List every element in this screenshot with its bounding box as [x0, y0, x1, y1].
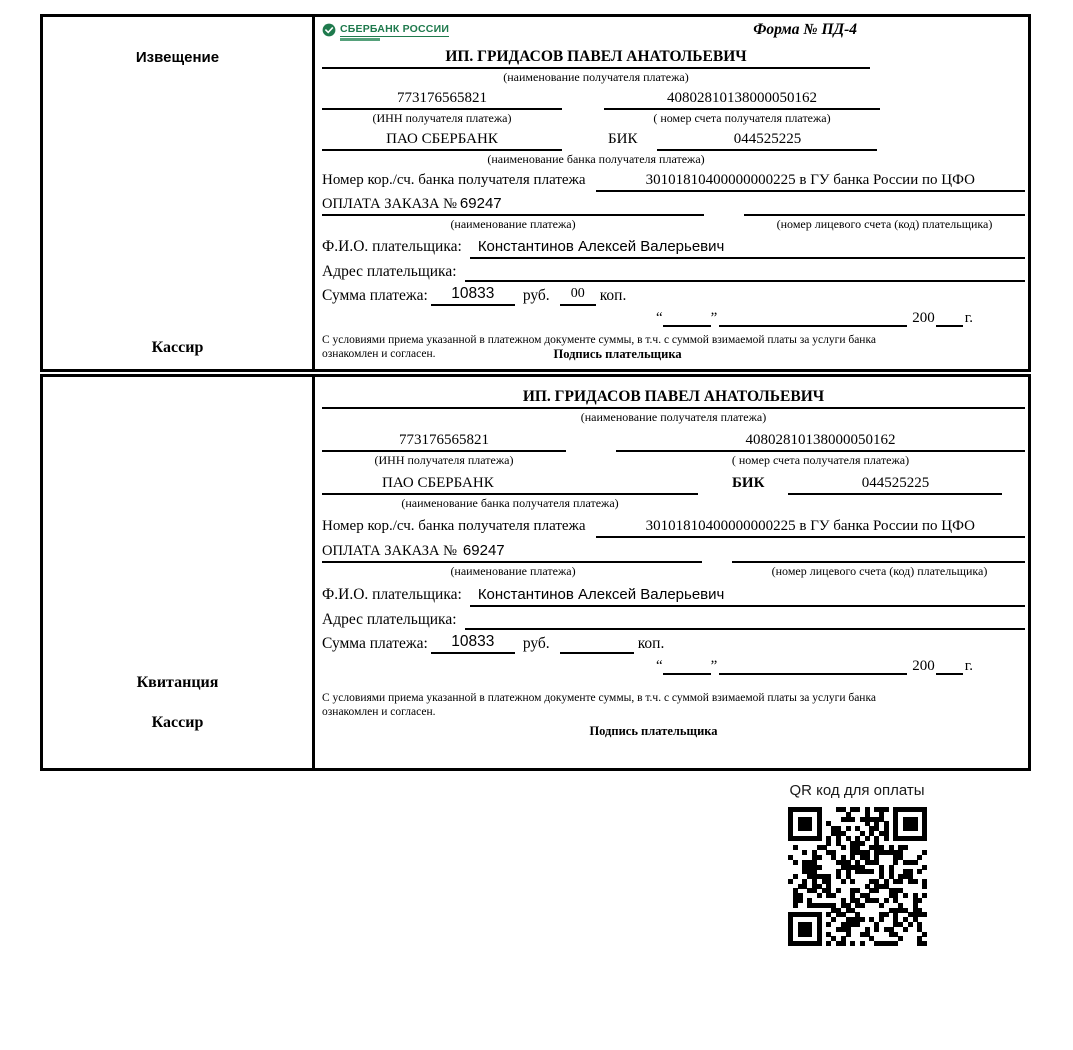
sberbank-logo-text: СБЕРБАНК РОССИИ	[340, 23, 450, 35]
payment-purpose-label: ОПЛАТА ЗАКАЗА №	[322, 196, 457, 212]
year-prefix: 200	[912, 310, 935, 326]
payer-fio-label: Ф.И.О. плательщика:	[322, 238, 462, 255]
receipt-form-body	[315, 377, 1028, 768]
payment-sum-value: 10833	[431, 632, 515, 654]
receipt-section	[40, 374, 1031, 771]
agreement-line1: С условиями приема указанной в платежном документе суммы, в т.ч. с суммой взимаемой платы за услуги банка	[322, 334, 876, 346]
payment-purpose-field	[322, 542, 702, 563]
payment-purpose-number: 69247	[462, 542, 505, 559]
notice-stub-column	[43, 17, 315, 369]
bik-label: БИК	[608, 131, 638, 147]
agreement-line1: С условиями приема указанной в платежном документе суммы, в т.ч. с суммой взимаемой платы за услуги банка	[322, 692, 876, 704]
payer-address-field-line	[465, 262, 1025, 282]
year-prefix: 200	[912, 658, 935, 674]
receipt-title: Квитанция	[136, 674, 219, 691]
quote-open: “	[655, 658, 663, 674]
corr-account-label: Номер кор./сч. банка получателя платежа	[322, 518, 586, 534]
recipient-name-caption: (наименование получателя платежа)	[503, 70, 689, 84]
corr-account-value: 30101810400000000225 в ГУ банка России по ЦФО	[596, 517, 1025, 538]
payer-fio-value: Константинов Алексей Валерьевич	[470, 585, 1025, 607]
receipt-stub-column	[43, 377, 315, 768]
notice-cashier-label: Кассир	[151, 339, 204, 356]
bank-name-caption: (наименование банка получателя платежа)	[487, 152, 705, 166]
year-suffix: г.	[964, 658, 973, 674]
payment-sum-label: Сумма платежа:	[322, 287, 428, 304]
payment-sum-label: Сумма платежа:	[322, 635, 428, 652]
year-line	[936, 325, 963, 327]
agreement-text	[322, 333, 1025, 361]
bank-name-value: ПАО СБЕРБАНК	[386, 131, 498, 147]
recipient-account-value: 40802810138000050162	[667, 90, 817, 106]
quote-close: ”	[710, 658, 718, 674]
signature-label: Подпись плательщика	[589, 724, 718, 738]
payment-purpose-field	[322, 195, 704, 216]
payer-address-label: Адрес плательщика:	[322, 611, 457, 628]
qr-code	[788, 807, 927, 946]
date-line	[322, 309, 1025, 327]
bik-value: 044525225	[733, 131, 802, 147]
bik-value: 044525225	[861, 475, 930, 491]
notice-form-body	[315, 17, 1028, 369]
payer-fio-value: Константинов Алексей Валерьевич	[470, 237, 1025, 259]
date-day-line	[663, 673, 711, 675]
inn-caption: (ИНН получателя платежа)	[374, 453, 514, 467]
payer-fio-label: Ф.И.О. плательщика:	[322, 586, 462, 603]
signature-label: Подпись плательщика	[553, 347, 682, 361]
account-caption: ( номер счета получателя платежа)	[731, 453, 910, 467]
payer-address-label: Адрес плательщика:	[322, 263, 457, 280]
payment-kop-value: 00	[560, 284, 596, 306]
personal-account-field-line	[732, 542, 1025, 563]
payer-address-field-line	[465, 610, 1025, 630]
agreement-line2: ознакомлен и согласен.	[322, 348, 436, 360]
corr-account-label: Номер кор./сч. банка получателя платежа	[322, 172, 586, 188]
sberbank-logo-icon	[322, 23, 336, 37]
agreement-text	[322, 691, 1025, 738]
date-month-line	[719, 673, 907, 675]
account-caption: ( номер счета получателя платежа)	[653, 111, 831, 125]
rub-label: руб.	[522, 635, 550, 652]
recipient-name-caption: (наименование получателя платежа)	[580, 410, 767, 424]
receipt-cashier-label: Кассир	[151, 714, 204, 731]
qr-label: QR код для оплаты	[789, 782, 925, 799]
payment-purpose-number: 69247	[459, 195, 502, 212]
bank-name-caption: (наименование банка получателя платежа)	[401, 496, 619, 510]
quote-open: “	[655, 310, 663, 326]
personal-account-caption: (номер лицевого счета (код) плательщика)	[771, 564, 988, 578]
recipient-name: ИП. ГРИДАСОВ ПАВЕЛ АНАТОЛЬЕВИЧ	[322, 387, 1025, 409]
bik-label: БИК	[732, 475, 765, 491]
personal-account-field-line	[744, 195, 1025, 216]
inn-caption: (ИНН получателя платежа)	[372, 111, 512, 125]
sberbank-logo	[322, 21, 449, 41]
recipient-account-value: 40802810138000050162	[745, 432, 896, 448]
kop-label: коп.	[599, 287, 627, 304]
payment-purpose-label: ОПЛАТА ЗАКАЗА №	[322, 543, 457, 559]
payment-name-caption: (наименование платежа)	[450, 564, 576, 578]
recipient-name: ИП. ГРИДАСОВ ПАВЕЛ АНАТОЛЬЕВИЧ	[322, 47, 870, 69]
personal-account-caption: (номер лицевого счета (код) плательщика)	[776, 217, 993, 231]
bank-name-value: ПАО СБЕРБАНК	[382, 475, 494, 491]
date-line	[322, 657, 1025, 675]
notice-section	[40, 14, 1031, 372]
notice-title: Извещение	[135, 49, 220, 66]
year-suffix: г.	[964, 310, 973, 326]
payment-sum-value: 10833	[431, 284, 515, 306]
payment-kop-field-line	[560, 652, 634, 654]
sberbank-logo-tagline	[340, 38, 380, 41]
corr-account-value: 30101810400000000225 в ГУ банка России по ЦФО	[596, 171, 1025, 192]
agreement-line2: ознакомлен и согласен.	[322, 706, 436, 718]
recipient-inn-value: 773176565821	[397, 90, 487, 106]
date-day-line	[663, 325, 711, 327]
qr-block	[744, 782, 970, 951]
year-line	[936, 673, 963, 675]
date-month-line	[719, 325, 907, 327]
recipient-inn-value: 773176565821	[399, 432, 489, 448]
rub-label: руб.	[522, 287, 550, 304]
kop-label: коп.	[637, 635, 665, 652]
quote-close: ”	[710, 310, 718, 326]
payment-name-caption: (наименование платежа)	[450, 217, 576, 231]
form-number-label: Форма № ПД-4	[753, 21, 857, 38]
